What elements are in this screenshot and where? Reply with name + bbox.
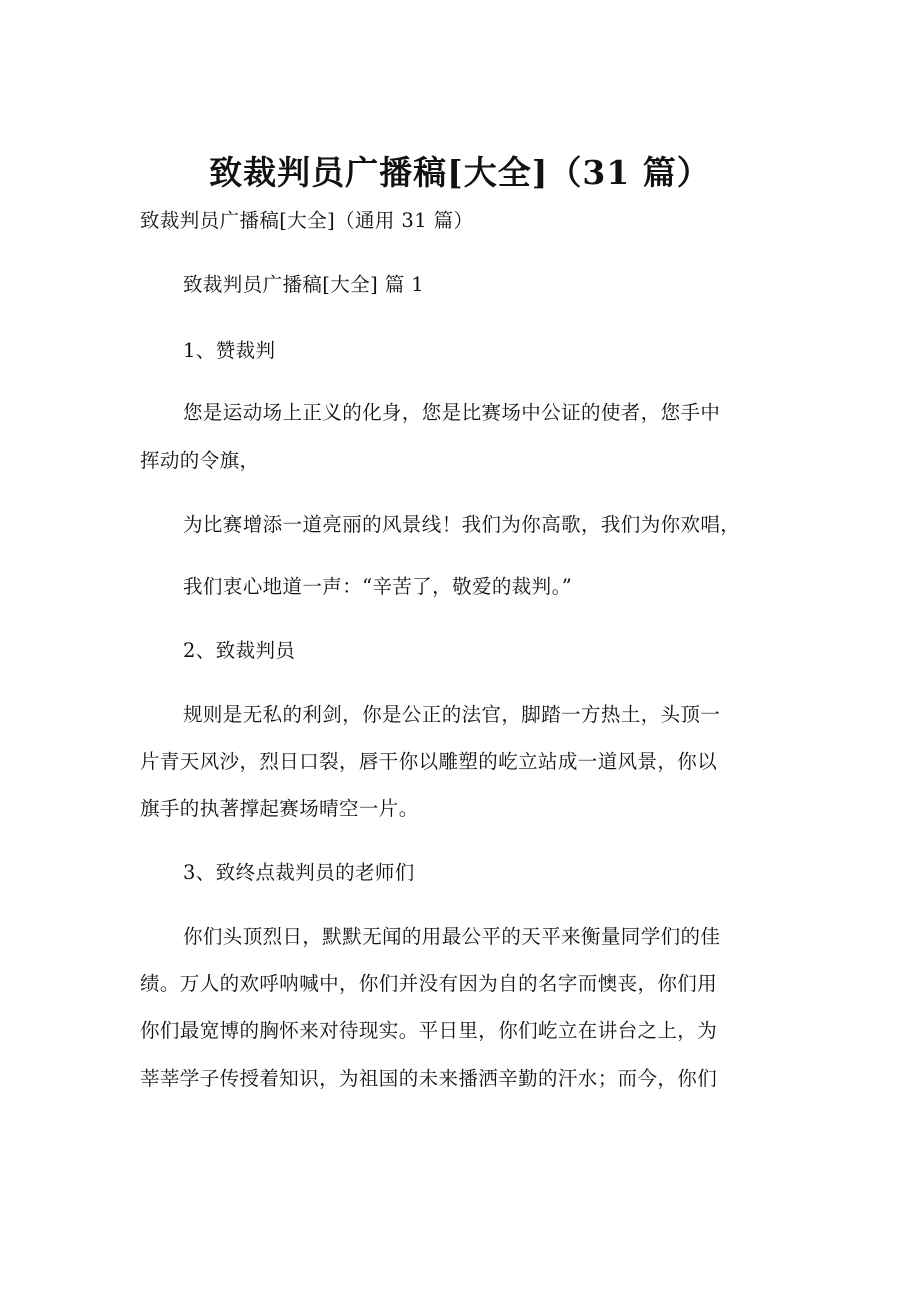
item-heading-1: 1、赞裁判 (183, 339, 276, 362)
paragraph-line: 片青天风沙，烈日口裂，唇干你以雕塑的屹立站成一道风景，你以 (140, 750, 718, 773)
paragraph-line: 为比赛增添一道亮丽的风景线！我们为你高歌，我们为你欢唱， (183, 513, 741, 536)
document-subtitle: 致裁判员广播稿[大全]（通用 31 篇） (140, 209, 474, 232)
paragraph-line: 你们最宽博的胸怀来对待现实。平日里，你们屹立在讲台之上，为 (140, 1019, 718, 1042)
document-title: 致裁判员广播稿[大全]（31 篇） (209, 153, 711, 192)
item-heading-2: 2、致裁判员 (183, 639, 296, 662)
paragraph-line: 莘莘学子传授着知识，为祖国的未来播洒辛勤的汗水；而今，你们 (140, 1067, 718, 1090)
paragraph-line: 规则是无私的利剑，你是公正的法官，脚踏一方热土，头顶一 (183, 703, 721, 726)
paragraph-line: 挥动的令旗， (140, 449, 260, 472)
item-heading-3: 3、致终点裁判员的老师们 (183, 861, 415, 884)
paragraph-line: 旗手的执著撑起赛场晴空一片。 (140, 797, 419, 820)
paragraph-line: 绩。万人的欢呼呐喊中，你们并没有因为自的名字而懊丧，你们用 (140, 972, 718, 995)
paragraph-line: 您是运动场上正义的化身，您是比赛场中公证的使者，您手中 (183, 401, 721, 424)
section-heading: 致裁判员广播稿[大全] 篇 1 (183, 273, 425, 296)
paragraph-line: 你们头顶烈日，默默无闻的用最公平的天平来衡量同学们的佳 (183, 925, 721, 948)
paragraph-line: 我们衷心地道一声：“辛苦了，敬爱的裁判。” (183, 575, 573, 598)
